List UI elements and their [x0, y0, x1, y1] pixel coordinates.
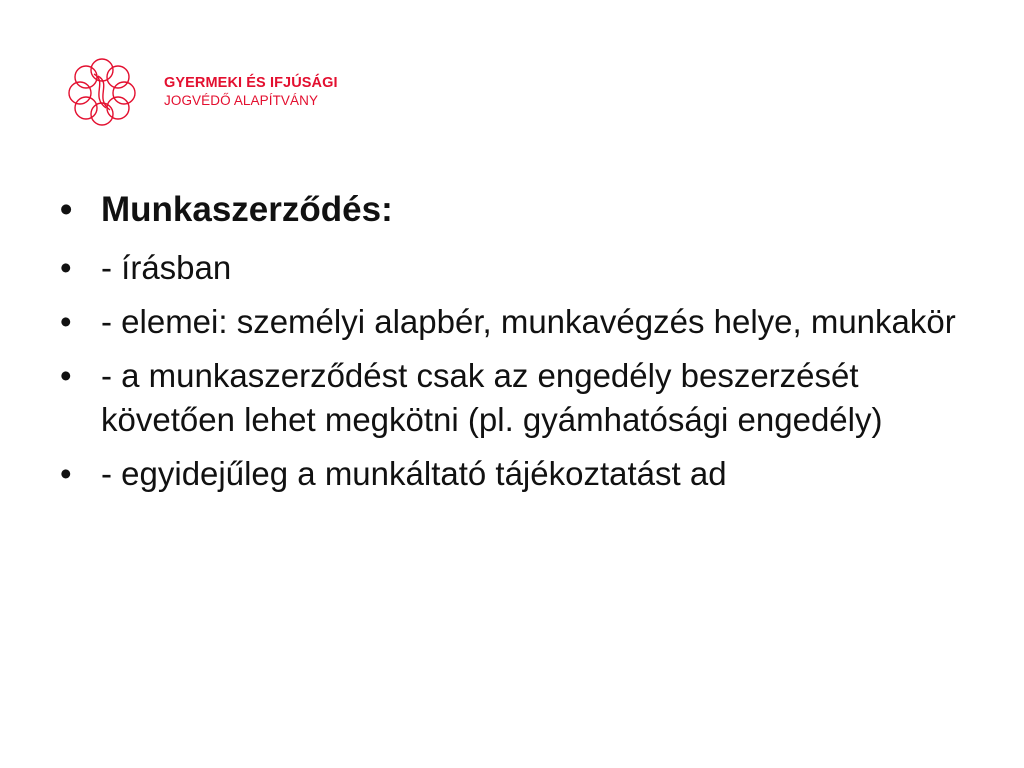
- bullet-list: [60, 188, 980, 506]
- logo-title-line1: GYERMEKI ÉS IFJÚSÁGI: [164, 75, 338, 92]
- bullet-item: • - a munkaszerződést csak az engedély beszerzését követően lehet megkötni (pl. gyámhatósági engedély): [60, 354, 980, 442]
- bullet-item: • - egyidejűleg a munkáltató tájékoztatást ad: [60, 452, 980, 496]
- bullet-item: • - írásban: [60, 246, 980, 290]
- logo-text: [164, 76, 338, 107]
- bullet-heading: • Munkaszerződés:: [60, 188, 980, 232]
- bullet-item: • - elemei: személyi alapbér, munkavégzés helye, munkakör: [60, 300, 980, 344]
- logo-title-line2: JOGVÉDŐ ALAPÍTVÁNY: [164, 92, 319, 108]
- foundation-logo: [60, 56, 338, 128]
- interlaced-rings-logo-icon: [60, 56, 144, 128]
